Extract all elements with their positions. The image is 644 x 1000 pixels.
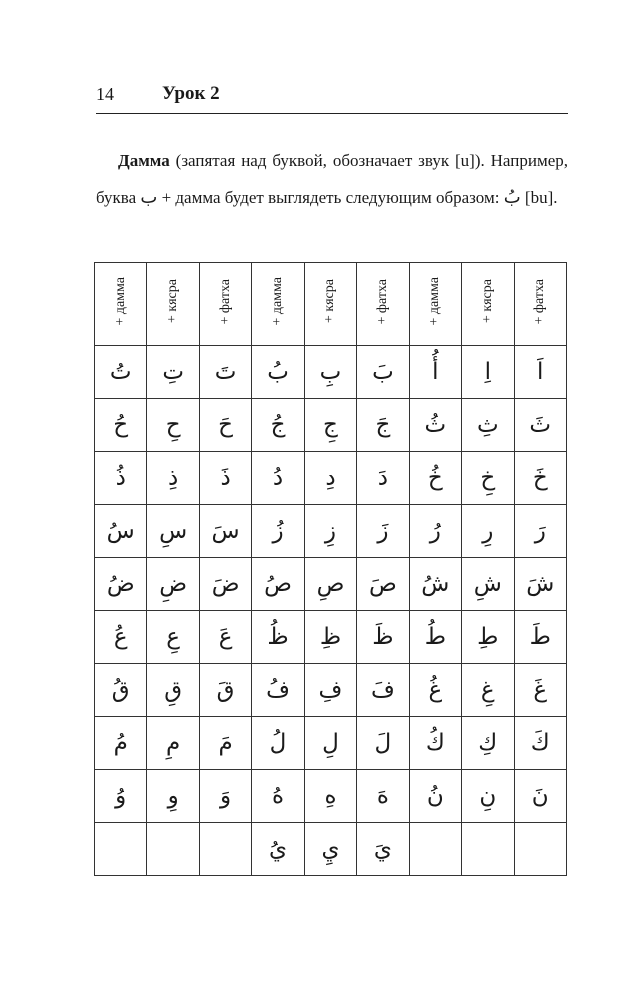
letter-cell <box>147 770 199 823</box>
arabic-syllable: ضِ <box>159 570 188 597</box>
letter-cell <box>357 346 409 399</box>
arabic-syllable: بُ <box>267 358 289 385</box>
letter-cell <box>304 717 356 770</box>
letter-cell <box>514 664 567 717</box>
column-header-label: + фатха <box>217 278 233 325</box>
arabic-syllable: دِ <box>325 464 336 491</box>
table-row <box>95 717 567 770</box>
letter-cell <box>199 770 251 823</box>
column-header <box>252 263 304 346</box>
arabic-syllable: كَ <box>530 729 550 756</box>
arabic-syllable: ذِ <box>168 464 179 491</box>
letter-cell <box>409 558 461 611</box>
letter-cell <box>514 505 567 558</box>
letter-cell <box>147 664 199 717</box>
letter-cell <box>462 770 514 823</box>
letter-cell <box>147 611 199 664</box>
letter-cell <box>514 611 567 664</box>
letter-cell <box>95 770 147 823</box>
letter-cell <box>252 770 304 823</box>
arabic-syllable: تَ <box>214 358 237 385</box>
letter-cell <box>199 717 251 770</box>
letter-cell <box>95 611 147 664</box>
arabic-syllable: حَ <box>218 411 234 438</box>
column-header <box>95 263 147 346</box>
table-header-row <box>95 263 567 346</box>
column-header <box>462 263 514 346</box>
arabic-syllable: قَ <box>216 676 235 703</box>
arabic-syllable: دُ <box>272 464 284 491</box>
arabic-syllable: زَ <box>377 517 389 544</box>
letter-cell <box>304 505 356 558</box>
letter-cell <box>304 558 356 611</box>
arabic-syllable: مَ <box>218 729 233 756</box>
arabic-syllable: زِ <box>324 517 337 544</box>
paragraph-text-2: + дамма будет выглядеть следующим образом: <box>157 188 504 207</box>
table-row <box>95 452 567 505</box>
letter-cell <box>462 346 514 399</box>
letter-cell <box>147 452 199 505</box>
letter-cell <box>409 717 461 770</box>
arabic-syllable: وُ <box>115 782 127 809</box>
letter-cell <box>95 664 147 717</box>
arabic-syllable: هُ <box>272 782 285 809</box>
arabic-syllable: صِ <box>316 570 345 597</box>
letter-cell <box>252 664 304 717</box>
arabic-syllable: سُ <box>106 517 135 544</box>
arabic-syllable: لُ <box>269 729 287 756</box>
letter-cell <box>147 558 199 611</box>
arabic-syllable: عَ <box>218 623 233 650</box>
letter-cell <box>95 505 147 558</box>
arabic-syllable: مِ <box>166 729 181 756</box>
letter-cell <box>147 505 199 558</box>
arabic-syllable: جُ <box>270 411 286 438</box>
letter-cell <box>357 664 409 717</box>
letter-cell <box>357 717 409 770</box>
arabic-syllable: طَ <box>529 623 551 650</box>
arabic-syllable: حُ <box>113 411 129 438</box>
table-row <box>95 823 567 876</box>
arabic-syllable: قُ <box>111 676 130 703</box>
column-header-label: + дамма <box>112 277 128 326</box>
paragraph-text-3: [bu]. <box>520 188 558 207</box>
arabic-syllable: بِ <box>319 358 342 385</box>
arabic-syllable: قِ <box>164 676 183 703</box>
letter-cell <box>462 823 514 876</box>
letter-cell <box>409 346 461 399</box>
letter-cell <box>252 505 304 558</box>
arabic-syllable: ظَ <box>372 623 394 650</box>
damma-paragraph <box>96 142 568 216</box>
letter-cell <box>462 611 514 664</box>
letter-cell <box>252 399 304 452</box>
letter-cell <box>357 823 409 876</box>
arabic-syllable: ذُ <box>115 464 126 491</box>
arabic-syllable: لِ <box>322 729 339 756</box>
letter-cell <box>252 452 304 505</box>
arabic-syllable: كِ <box>478 729 498 756</box>
table-body <box>95 346 567 876</box>
arabic-syllable: ضُ <box>106 570 135 597</box>
letter-cell <box>462 558 514 611</box>
arabic-syllable: سِ <box>159 517 188 544</box>
column-header <box>357 263 409 346</box>
letter-cell <box>304 399 356 452</box>
arabic-syllable: طِ <box>477 623 499 650</box>
column-header-label: + фатха <box>532 278 548 325</box>
letter-cell <box>304 664 356 717</box>
arabic-syllable: كُ <box>425 729 445 756</box>
letter-cell <box>147 717 199 770</box>
arabic-syllable: سَ <box>211 517 240 544</box>
column-header-label: + кясра <box>322 279 338 324</box>
table-row <box>95 558 567 611</box>
letter-cell <box>199 399 251 452</box>
arabic-syllable: رَ <box>534 517 546 544</box>
arabic-syllable: شُ <box>421 570 450 597</box>
letter-cell <box>514 823 567 876</box>
letter-cell <box>304 452 356 505</box>
letter-cell <box>357 770 409 823</box>
letter-cell <box>199 558 251 611</box>
paragraph-text-1: (запятая над буквой, обозначает звук [u]). Например, буква <box>96 151 568 207</box>
arabic-syllable: شَ <box>526 570 555 597</box>
column-header <box>304 263 356 346</box>
letter-cell <box>95 558 147 611</box>
letter-cell <box>409 452 461 505</box>
letter-cell <box>514 452 567 505</box>
column-header <box>514 263 567 346</box>
arabic-syllable: صُ <box>264 570 292 597</box>
arabic-syllable: رِ <box>482 517 494 544</box>
header-rule <box>96 113 568 114</box>
arabic-syllable: صَ <box>369 570 397 597</box>
arabic-syllable: حِ <box>165 411 181 438</box>
letter-cell <box>147 399 199 452</box>
arabic-syllable: بَ <box>372 358 394 385</box>
arabic-syllable: غِ <box>480 676 495 703</box>
arabic-letter-ba: ب <box>140 187 158 208</box>
arabic-syllable: رُ <box>429 517 441 544</box>
letter-cell <box>514 558 567 611</box>
letter-cell <box>147 346 199 399</box>
arabic-syllable: غَ <box>533 676 548 703</box>
column-header-label: + кясра <box>479 279 495 324</box>
lesson-title: Урок 2 <box>162 83 220 104</box>
table-row <box>95 505 567 558</box>
letter-cell <box>95 452 147 505</box>
column-header <box>199 263 251 346</box>
arabic-syllable: نُ <box>426 782 444 809</box>
arabic-syllable: نِ <box>479 782 497 809</box>
letter-cell <box>199 611 251 664</box>
page-number: 14 <box>96 84 114 104</box>
letter-cell <box>199 505 251 558</box>
letter-cell <box>95 717 147 770</box>
arabic-syllable: دَ <box>377 464 389 491</box>
letter-cell <box>199 452 251 505</box>
letter-cell <box>409 611 461 664</box>
table-row <box>95 611 567 664</box>
letter-cell <box>304 611 356 664</box>
arabic-syllable: عِ <box>166 623 181 650</box>
letter-cell <box>199 346 251 399</box>
table-row <box>95 664 567 717</box>
arabic-syllable: هِ <box>324 782 337 809</box>
arabic-syllable: وَ <box>220 782 232 809</box>
arabic-syllable: ثُ <box>424 411 447 438</box>
letter-cell <box>514 399 567 452</box>
letter-cell <box>462 505 514 558</box>
letter-cell <box>252 611 304 664</box>
table-row <box>95 770 567 823</box>
letter-cell <box>514 770 567 823</box>
arabic-syllable: يَ <box>373 835 392 862</box>
letter-cell <box>304 823 356 876</box>
arabic-syllable: فِ <box>318 676 343 703</box>
arabic-syllable: جِ <box>323 411 338 438</box>
letter-cell <box>95 346 147 399</box>
arabic-syllable: فُ <box>266 676 290 703</box>
letter-cell <box>304 770 356 823</box>
letter-cell <box>252 346 304 399</box>
letter-cell <box>357 505 409 558</box>
arabic-syllable: مُ <box>113 729 128 756</box>
letter-cell <box>357 452 409 505</box>
column-header-label: + дамма <box>427 277 443 326</box>
column-header <box>409 263 461 346</box>
letter-cell <box>95 399 147 452</box>
letter-cell <box>514 717 567 770</box>
arabic-example-bu: بُ <box>503 187 521 208</box>
letter-cell <box>514 346 567 399</box>
arabic-syllable: تُ <box>109 358 132 385</box>
letter-cell <box>462 452 514 505</box>
arabic-syllable: تِ <box>162 358 184 385</box>
letter-cell <box>199 664 251 717</box>
column-header-label: + фатха <box>374 278 390 325</box>
arabic-syllable: نَ <box>531 782 549 809</box>
letter-cell <box>462 399 514 452</box>
letter-cell <box>357 558 409 611</box>
page-header <box>96 84 568 114</box>
arabic-syllable: ضَ <box>211 570 240 597</box>
letter-cell <box>199 823 251 876</box>
arabic-syllable: أُ <box>432 358 439 385</box>
letter-cell <box>304 346 356 399</box>
arabic-syllable: ثَ <box>529 411 552 438</box>
letter-cell <box>462 664 514 717</box>
arabic-syllable: خُ <box>427 464 443 491</box>
column-header-label: + кясра <box>165 279 181 324</box>
column-header <box>147 263 199 346</box>
arabic-syllable: اِ <box>484 358 491 385</box>
column-header-label: + дамма <box>270 277 286 326</box>
arabic-syllable: يُ <box>269 835 288 862</box>
letter-cell <box>409 399 461 452</box>
arabic-syllable: ثِ <box>476 411 499 438</box>
arabic-syllable: عُ <box>113 623 128 650</box>
letter-cell <box>409 664 461 717</box>
arabic-syllable: زُ <box>272 517 284 544</box>
arabic-syllable: خَ <box>532 464 548 491</box>
table-row <box>95 346 567 399</box>
letter-cell <box>357 611 409 664</box>
letter-cell <box>252 717 304 770</box>
arabic-syllable: وِ <box>167 782 179 809</box>
vowel-letters-table <box>94 262 567 876</box>
arabic-syllable: يِ <box>321 835 340 862</box>
letter-cell <box>147 823 199 876</box>
arabic-syllable: ظُ <box>267 623 289 650</box>
letter-cell <box>409 823 461 876</box>
arabic-syllable: هَ <box>376 782 389 809</box>
arabic-syllable: اَ <box>537 358 544 385</box>
arabic-syllable: طُ <box>424 623 446 650</box>
arabic-syllable: خِ <box>480 464 496 491</box>
letter-cell <box>409 505 461 558</box>
letter-cell <box>252 823 304 876</box>
arabic-syllable: فَ <box>370 676 395 703</box>
letter-cell <box>95 823 147 876</box>
letter-cell <box>252 558 304 611</box>
letter-cell <box>409 770 461 823</box>
arabic-syllable: ذَ <box>220 464 231 491</box>
letter-cell <box>357 399 409 452</box>
arabic-syllable: ظِ <box>319 623 342 650</box>
arabic-syllable: جَ <box>375 411 391 438</box>
arabic-syllable: لَ <box>374 729 392 756</box>
arabic-syllable: شِ <box>473 570 502 597</box>
arabic-syllable: غُ <box>428 676 443 703</box>
damma-term: Дамма <box>118 151 170 170</box>
table-row <box>95 399 567 452</box>
letter-cell <box>462 717 514 770</box>
